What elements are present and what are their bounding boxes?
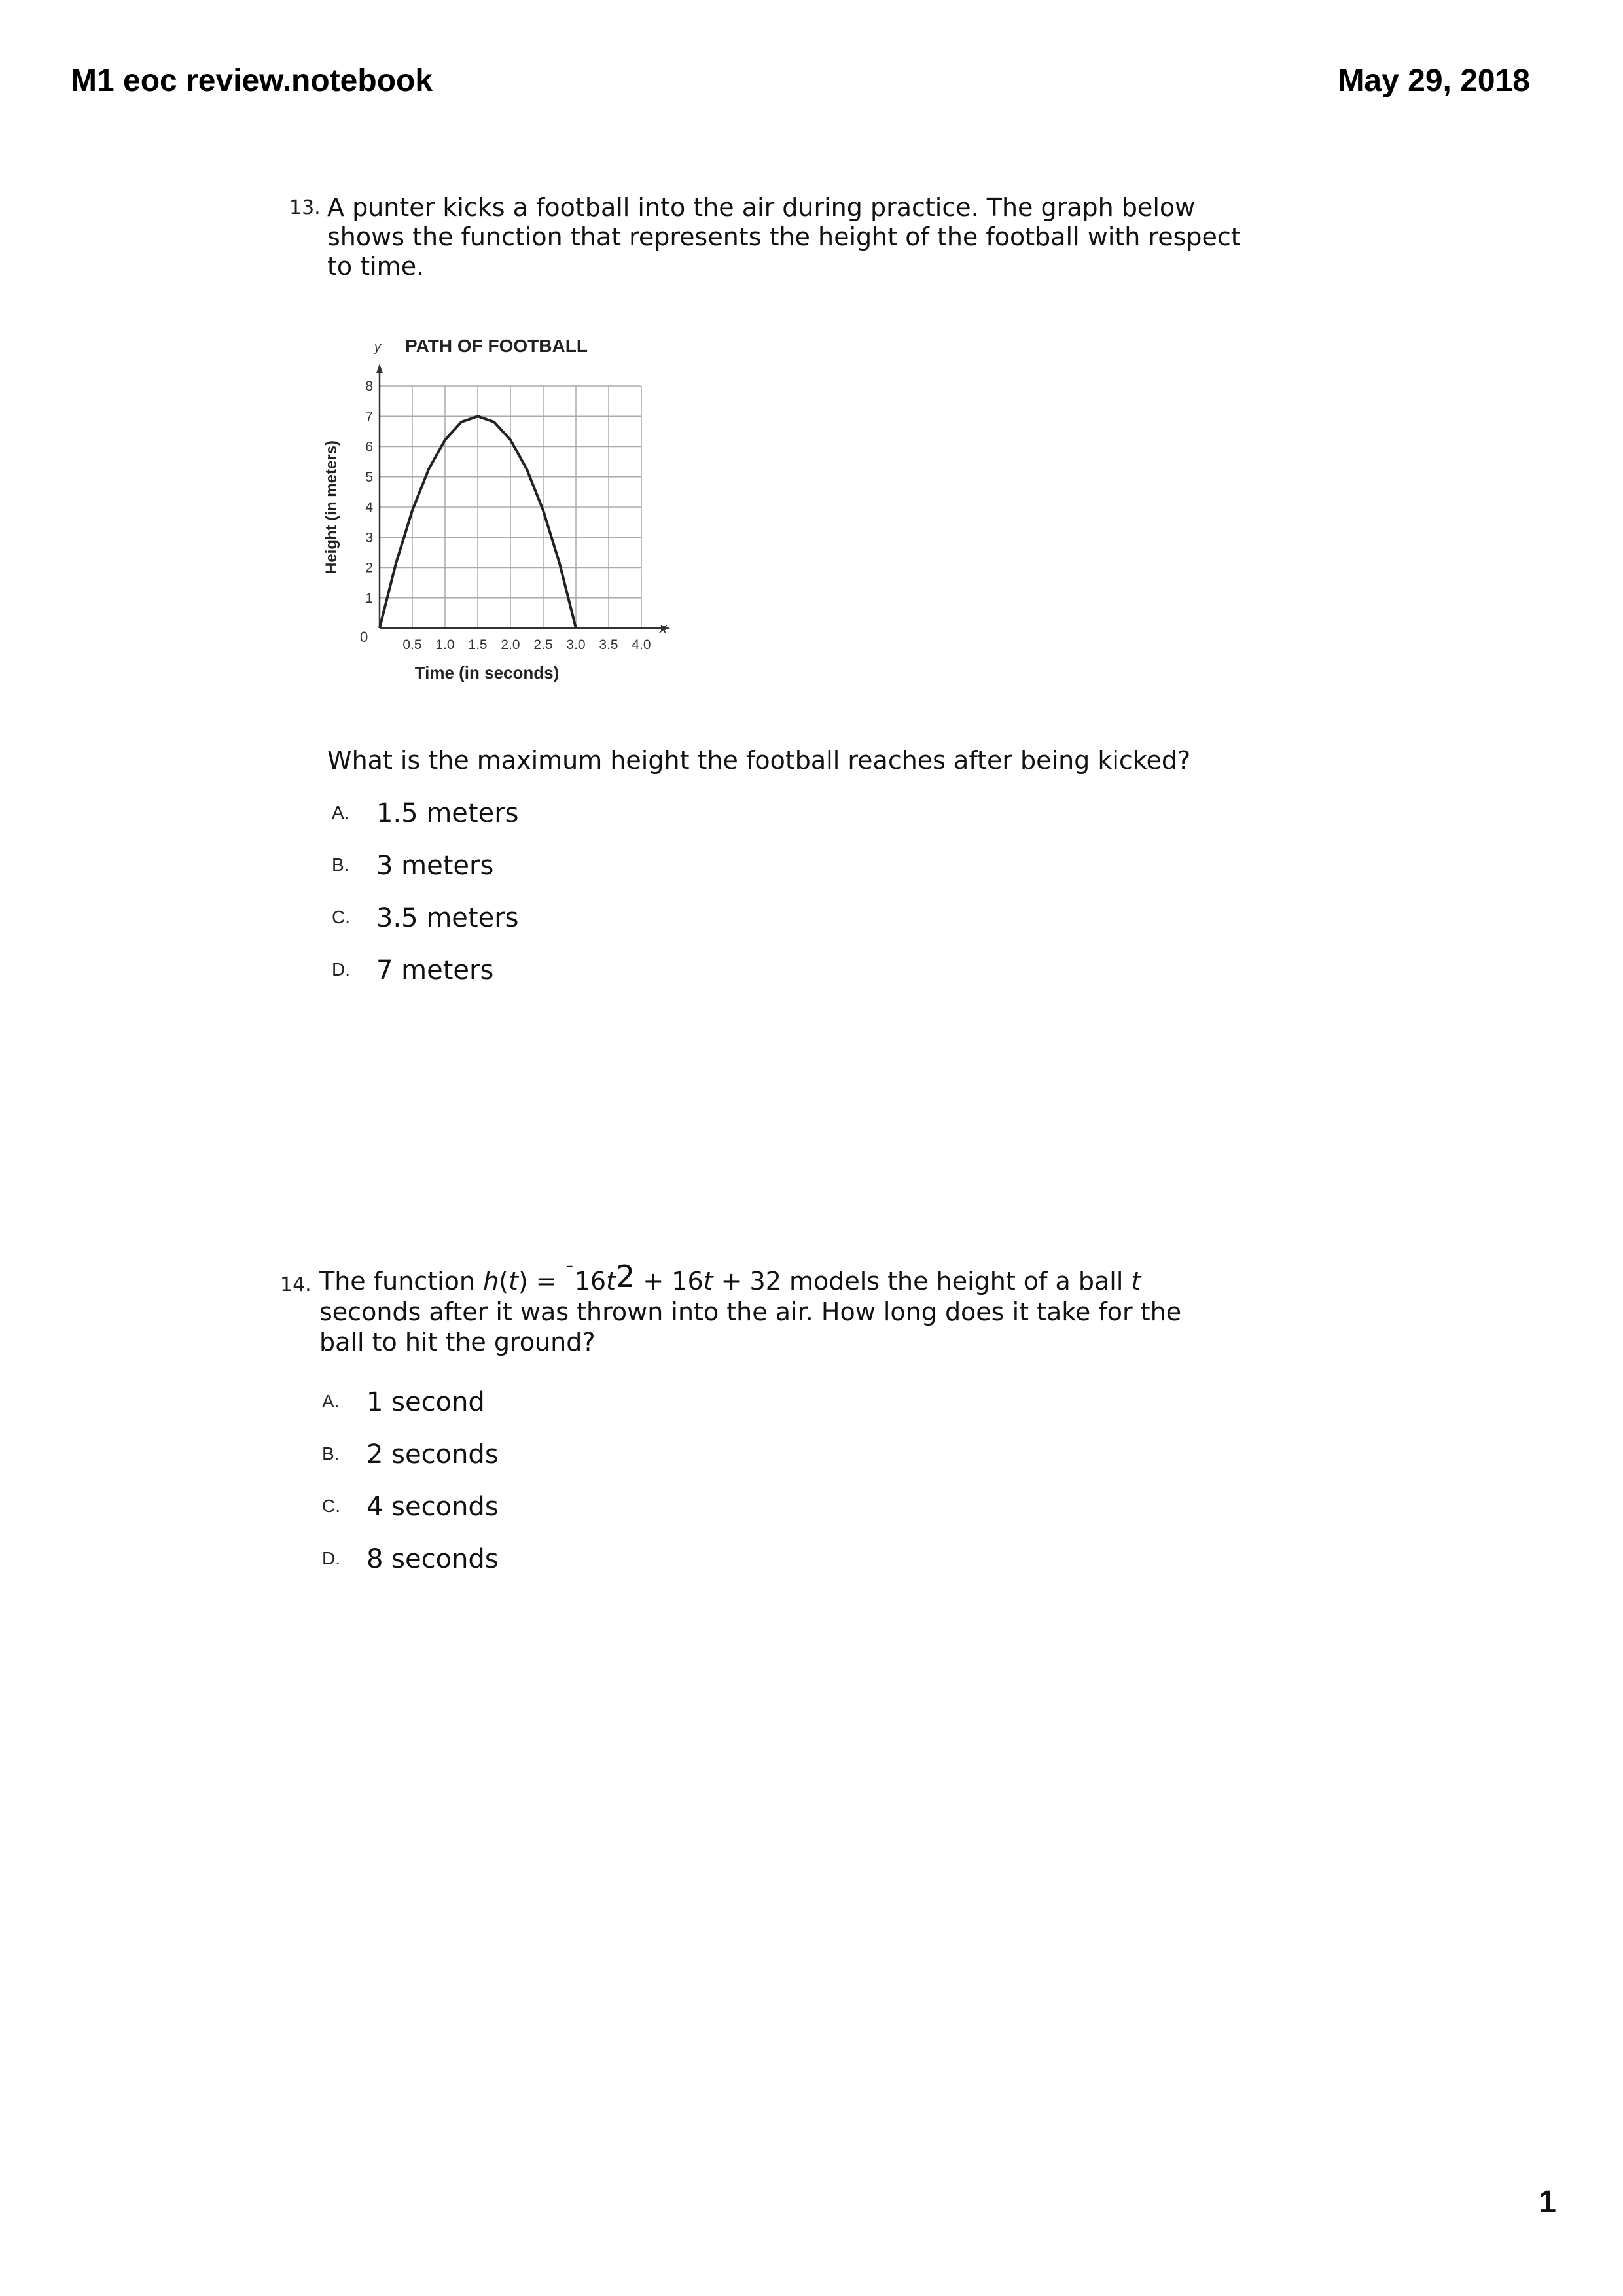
y-axis-symbol: y <box>374 340 381 355</box>
chart-axes <box>376 364 670 631</box>
question-14-number: 14. <box>280 1273 312 1296</box>
question-13-number: 13. <box>289 196 321 219</box>
eq-coefficient: 16 <box>574 1267 607 1296</box>
choice-letter: B. <box>332 855 349 875</box>
y-tick-label: 2 <box>365 560 373 576</box>
page-date: May 29, 2018 <box>1338 63 1530 98</box>
choice-letter: A. <box>332 802 349 822</box>
choice-text: 3 meters <box>376 851 494 881</box>
chart-ticks <box>365 379 651 652</box>
chart-grid <box>380 386 641 628</box>
choice-text: 8 seconds <box>366 1544 499 1574</box>
x-tick-label: 3.5 <box>599 637 618 652</box>
y-tick-label: 6 <box>365 439 373 455</box>
eq-plus-term: + 16 <box>635 1267 704 1296</box>
question-14-line: ball to hit the ground? <box>319 1328 596 1356</box>
choice-letter: A. <box>322 1391 340 1411</box>
question-13-line: shows the function that represents the height of the football with respect <box>327 222 1241 251</box>
y-tick-label: 7 <box>365 409 373 425</box>
eq-t: t <box>606 1267 616 1296</box>
y-tick-label: 8 <box>365 379 373 394</box>
eq-variable: t <box>508 1267 518 1296</box>
x-axis-label: Time (in seconds) <box>414 663 560 682</box>
question-13-line: A punter kicks a football into the air during practice. The graph below <box>327 193 1196 222</box>
y-tick-label: 5 <box>365 469 373 485</box>
x-tick-label: 1.5 <box>468 637 488 652</box>
page-number: 1 <box>1539 2185 1556 2219</box>
eq-prefix: The function <box>319 1267 484 1296</box>
eq-exponent: 2 <box>615 1259 635 1294</box>
y-tick-label: 4 <box>365 500 373 515</box>
y-axis-label: Height (in meters) <box>323 440 340 574</box>
eq-t: t <box>1131 1267 1141 1296</box>
choice-text: 2 seconds <box>366 1439 499 1470</box>
eq-function-name: h <box>483 1267 499 1296</box>
x-tick-label: 2.0 <box>501 637 520 652</box>
chart-title: PATH OF FOOTBALL <box>405 336 588 356</box>
choice-letter: D. <box>332 959 350 980</box>
choice-text: 1 second <box>366 1387 485 1417</box>
choice-letter: B. <box>322 1443 340 1464</box>
question-13-text <box>327 193 1241 281</box>
x-tick-label: 1.0 <box>435 637 455 652</box>
choice-letter: C. <box>322 1496 340 1516</box>
question-13-line: to time. <box>327 252 425 281</box>
y-tick-label: 1 <box>365 590 373 606</box>
question-14-equation-line: The function $h(t) = ^¯16t^2 + 16t + 32$ models the height of a ball t <box>319 1259 1141 1296</box>
eq-tail: + 32 models the height of a ball <box>713 1267 1132 1296</box>
choice-letter: C. <box>332 907 350 927</box>
x-tick-label: 2.5 <box>533 637 553 652</box>
y-tick-label: 3 <box>365 530 373 546</box>
x-tick-label: 0.5 <box>402 637 422 652</box>
x-tick-label: 4.0 <box>632 637 651 652</box>
x-tick-label: 3.0 <box>566 637 586 652</box>
eq-negative-sign: ¯ <box>564 1263 575 1286</box>
choice-text: 7 meters <box>376 955 494 985</box>
question-13-stem: What is the maximum height the football reaches after being kicked? <box>327 746 1191 775</box>
choice-text: 1.5 meters <box>376 798 519 828</box>
origin-label: 0 <box>360 629 368 645</box>
football-path-chart <box>314 330 681 684</box>
notebook-title: M1 eoc review.notebook <box>71 63 433 98</box>
eq-equals: = <box>527 1267 565 1296</box>
choice-text: 4 seconds <box>366 1492 499 1522</box>
eq-t: t <box>703 1267 713 1296</box>
choice-text: 3.5 meters <box>376 903 519 933</box>
y-axis-arrow <box>376 364 383 373</box>
choice-letter: D. <box>322 1548 340 1568</box>
question-14-line: seconds after it was thrown into the air. How long does it take for the <box>319 1298 1182 1326</box>
x-axis-symbol: x <box>660 620 667 636</box>
